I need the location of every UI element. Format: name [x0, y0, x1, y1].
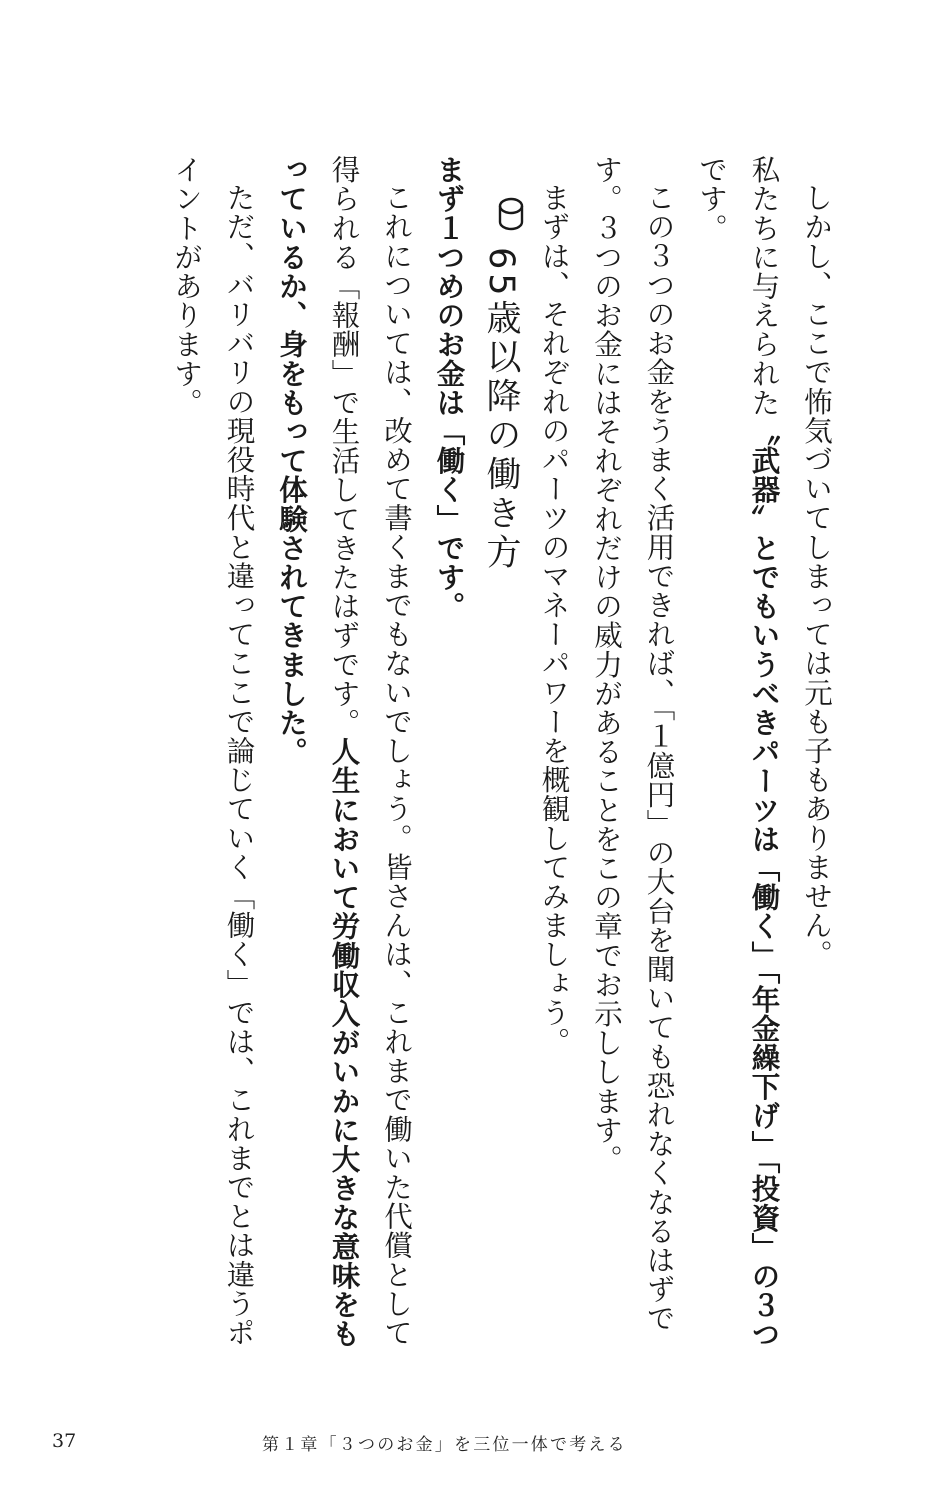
page-number: 37 [52, 1430, 77, 1452]
paragraph-2 [685, 155, 790, 1355]
paragraph-6-text: これについては、改めて書くまでもないでしょう。皆さんは、これまで働いた代償として得られる「報酬」で生活してきたはずです。 [327, 155, 413, 1347]
section-heading-text: 65歳以降の働き方 [481, 247, 521, 573]
emphasis-three-parts: 「働く」「年金繰下げ」「投資」 [747, 853, 781, 1262]
paragraph-3 [580, 155, 685, 1355]
paragraph-2-text: 私たちに与えられた [747, 155, 781, 417]
paragraph-4-text: まずは、それぞれのパーツのマネーパワーを概観してみましょう。 [537, 183, 571, 1056]
paragraph-6-emphasis: 人生において労働収入がいかに大きな意味をもっているか、身をもって体験されてきました。 [275, 155, 361, 1349]
paragraph-1-text: しかし、ここで怖気づいてしまっては元も子もありません。 [800, 183, 833, 969]
paragraph-6 [265, 155, 423, 1355]
paragraph-1 [790, 155, 843, 1355]
page-footer [0, 1428, 942, 1458]
paragraph-5-end: です。 [432, 533, 466, 621]
section-heading [475, 155, 528, 1355]
paragraph-5 [422, 155, 475, 1355]
coin-icon [496, 195, 526, 235]
running-head: 第１章「３つのお金」を三位一体で考える [262, 1435, 627, 1455]
emphasis-three: の３つ [747, 1261, 781, 1349]
emphasis-parts: とでもいうべきパーツは [747, 533, 781, 854]
paragraph-5-emphasis: まず１つめのお金は「働く」 [432, 155, 466, 534]
paragraph-4 [527, 155, 580, 1355]
paragraph-3-text: この３つのお金をうまく活用できれば、「１億円」の大台を聞いても恐れなくなるはずです。３つのお金にはそれぞれだけの威力があることをこの章でお示しします。 [590, 155, 676, 1333]
emphasis-weapon: 〝武器〟 [747, 416, 781, 534]
paragraph-7 [160, 155, 265, 1355]
paragraph-2-end: です。 [695, 155, 728, 243]
vertical-text-body [160, 155, 843, 1355]
paragraph-7-text: ただ、バリバリの現役時代と違ってここで論じていく「働く」では、これまでとは違うポイントがあります。 [170, 155, 256, 1347]
